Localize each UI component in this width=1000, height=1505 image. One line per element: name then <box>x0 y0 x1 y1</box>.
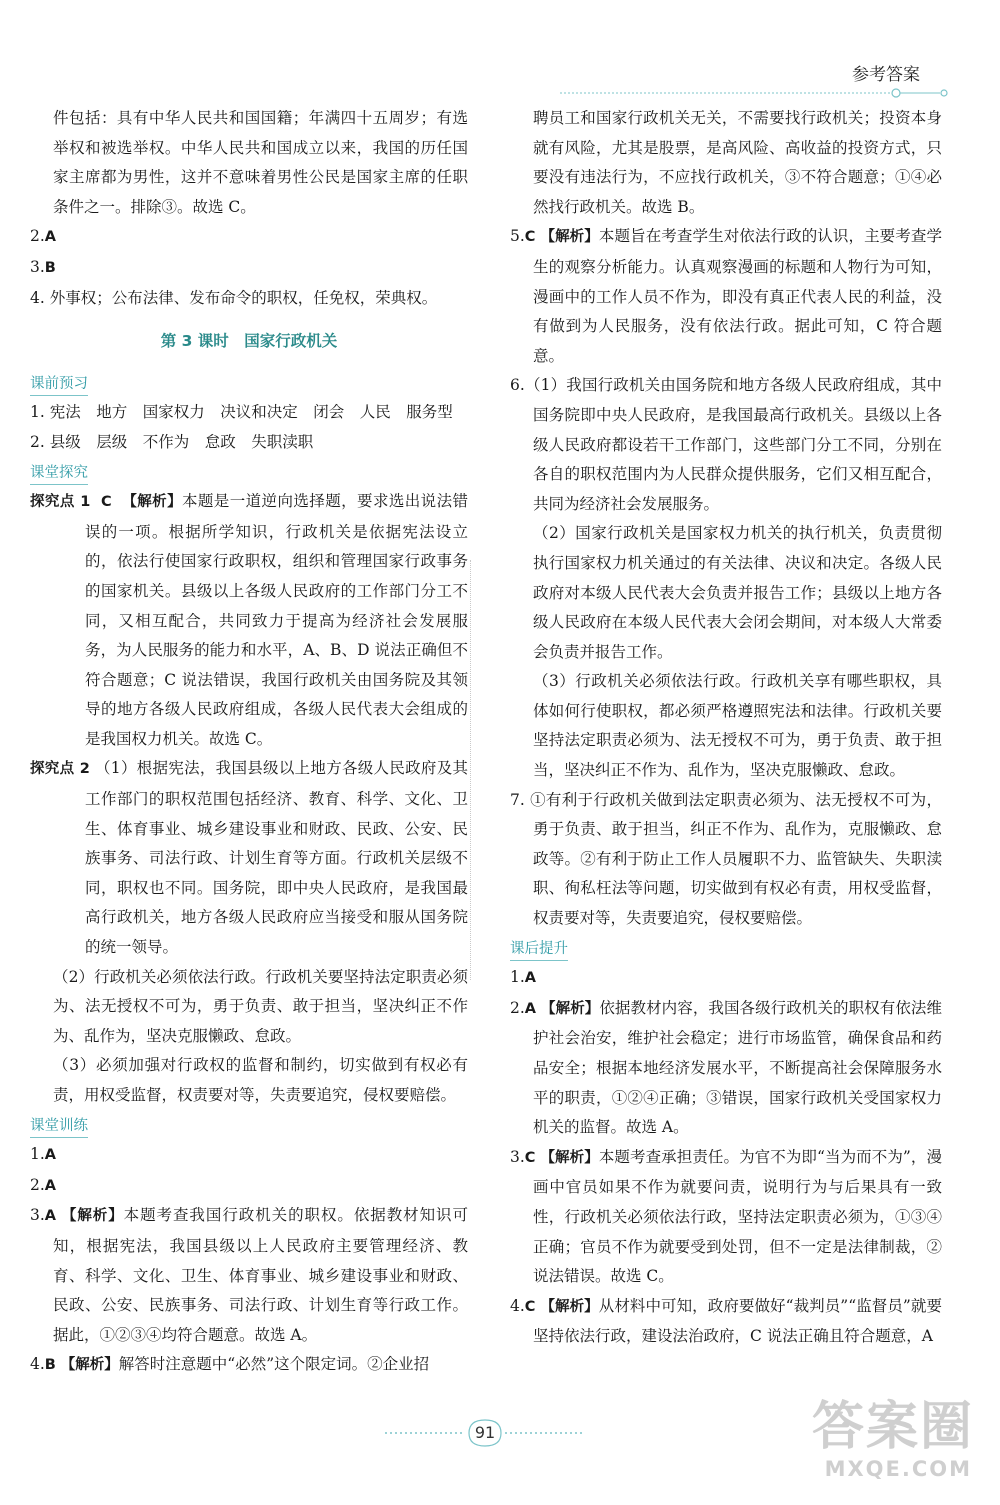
answer-3: 3.B <box>30 257 56 276</box>
after-1: 1.A <box>510 968 537 987</box>
left-column <box>30 104 468 1381</box>
training-1: 1.A <box>30 1145 57 1164</box>
watermark-url: MXQE.COM <box>824 1457 972 1481</box>
after-2: 2.A 【解析】依据教材内容，我国各级行政机关的职权有依法维护社会治安，维护社会稳定；进行市场监管，确保食品和药品安全；根据本地经济发展水平，不断提高社会保障服务水平的职责，①②④正确；③错误，国家行政机关受国家权力机关的监督。故选 A。 <box>510 998 942 1137</box>
pre-study-2: 2. 县级 层级 不作为 怠政 失职渎职 <box>30 432 314 451</box>
training-3: 3.A 【解析】本题考查我国行政机关的职权。依据教材知识可知，根据宪法，我国县级以上人民政府主要管理经济、教育、科学、文化、卫生、体育事业、城乡建设事业和财政、民政、公安、民族事务、司法行政、计划生育等行政工作。据此，①②③④均符合题意。故选 A。 <box>30 1206 468 1344</box>
right-column <box>510 104 942 1352</box>
training-2: 2.A <box>30 1175 57 1194</box>
answer-4: 4. 外事权；公布法律、发布命令的职权，任免权，荣典权。 <box>30 288 438 307</box>
section-class-explore: 课堂探究 <box>30 462 88 485</box>
training-6-part-2: （2）国家行政机关是国家权力机关的执行机关，负责贯彻执行国家权力机关通过的有关法律、决议和决定。各级人民政府对本级人民代表大会负责并报告工作；县级以上地方各级人民政府在本级人民代表大会闭会期间，对本级人大常委会负责并报告工作。 <box>533 524 942 661</box>
answer-continuation: 件包括：具有中华人民共和国国籍；年满四十五周岁；有选举权和被选举权。中华人民共和国成立以来，我国的历任国家主席都为男性，这并不意味着男性公民是国家主席的任职条件之一。排除③。故选 C。 <box>53 109 468 216</box>
after-3: 3.C 【解析】本题考查承担责任。为官不为即“当为而不为”，漫画中官员如果不作为就要问责，说明行为与后果具有一致性，行政机关必须依法行政，坚持法定职责必须为，①③④正确；官员不作为就要受到处罚，但不一定是法律制裁，②说法错误。故选 C。 <box>510 1147 942 1286</box>
section-class-training: 课堂训练 <box>30 1115 88 1138</box>
answer-4-continuation: 聘员工和国家行政机关无关，不需要找行政机关；投资本身就有风险，尤其是股票，是高风险、高收益的投资方式，只要没有违法行为，不应找行政机关，③不符合题意；①④必然找行政机关。故选 B。 <box>533 109 942 216</box>
column-divider <box>470 560 472 980</box>
training-6-part-3: （3）行政机关必须依法行政。行政机关享有哪些职权，具体如何行使职权，都必须严格遵照宪法和法律。行政机关要坚持法定职责必须为、法无授权不可为，勇于负责、敢于担当，坚决纠正不作为、乱作为，坚决克服懒政、怠政。 <box>533 672 942 780</box>
training-5: 5.C 【解析】本题旨在考查学生对依法行政的认识，主要考查学生的观察分析能力。认真观察漫画的标题和人物行为可知，漫画中的工作人员不作为，即没有真正代表人民的利益，没有做到为人民服务，没有依法行政。据此可知，C 符合题意。 <box>510 227 942 365</box>
watermark-logo <box>812 1397 982 1497</box>
explore-2: 探究点 2 （1）根据宪法，我国县级以上地方各级人民政府及其工作部门的职权范围包括经济、教育、科学、文化、卫生、体育事业、城乡建设事业和财政、民政、公安、民族事务、司法行政、计划生育等方面。行政机关层级不同，职权也不同。国务院，即中央人民政府，是我国最高行政机关，地方各级人民政府应当接受和服从国务院的统一领导。 <box>30 759 468 957</box>
answer-2: 2.A <box>30 227 57 246</box>
header-title: 参考答案 <box>852 65 920 85</box>
page-number: 91 <box>474 1423 496 1442</box>
explore-2-part-3: （3）必须加强对行政权的监督和制约，切实做到有权必有责，用权受监督，权责要对等，失责要追究，侵权要赔偿。 <box>53 1056 468 1104</box>
page-footer <box>385 1414 585 1454</box>
training-6-part-1: 6.（1）我国行政机关由国务院和地方各级人民政府组成，其中国务院即中央人民政府，是我国最高行政机关。县级以上各级人民政府都设若干工作部门，这些部门分工不同，分别在各自的职权范围内为人民群众提供服务，它们又相互配合，共同为经济社会发展服务。 <box>510 376 942 513</box>
pre-study-1: 1. 宪法 地方 国家权力 决议和决定 闭会 人民 服务型 <box>30 403 453 422</box>
training-7: 7. ①有利于行政机关做到法定职责必须为、法无授权不可为，勇于负责、敢于担当，纠正不作为、乱作为，克服懒政、怠政等。②有利于防止工作人员履职不力、监管缺失、失职渎职、徇私枉法等问题，切实做到有权必有责，用权受监督，权责要对等，失责要追究，侵权要赔偿。 <box>510 790 942 928</box>
training-4: 4.B 【解析】解答时注意题中“必然”这个限定词。②企业招 <box>30 1355 430 1374</box>
watermark-text: 答案圈 <box>812 1397 975 1457</box>
section-pre-study: 课前预习 <box>30 373 88 396</box>
header-divider <box>560 86 950 100</box>
after-4: 4.C 【解析】从材料中可知，政府要做好“裁判员”“监督员”就要坚持依法行政，建设法治政府，C 说法正确且符合题意，A <box>510 1296 943 1346</box>
lesson-title: 第 3 课时 国家行政机关 <box>160 332 338 351</box>
explore-1: 探究点 1 C 【解析】本题是一道逆向选择题，要求选出说法错误的一项。根据所学知识，行政机关是依据宪法设立的，依法行使国家行政职权，组织和管理国家行政事务的国家机关。县级以上各级人民政府的工作部门分工不同，又相互配合，共同致力于提高为经济社会发展服务，为人民服务的能力和水平，A、B、D 说法正确但不符合题意；C 说法错误，我国行政机关由国务院及其领导的地方各级人民政府组成，各级人民代表大会组成的是我国权力机关。故选 C。 <box>30 492 469 748</box>
explore-2-part-2: （2）行政机关必须依法行政。行政机关要坚持法定职责必须为、法无授权不可为，勇于负责、敢于担当，坚决纠正不作为、乱作为，坚决克服懒政、怠政。 <box>53 967 468 1045</box>
section-after-class: 课后提升 <box>510 938 568 961</box>
